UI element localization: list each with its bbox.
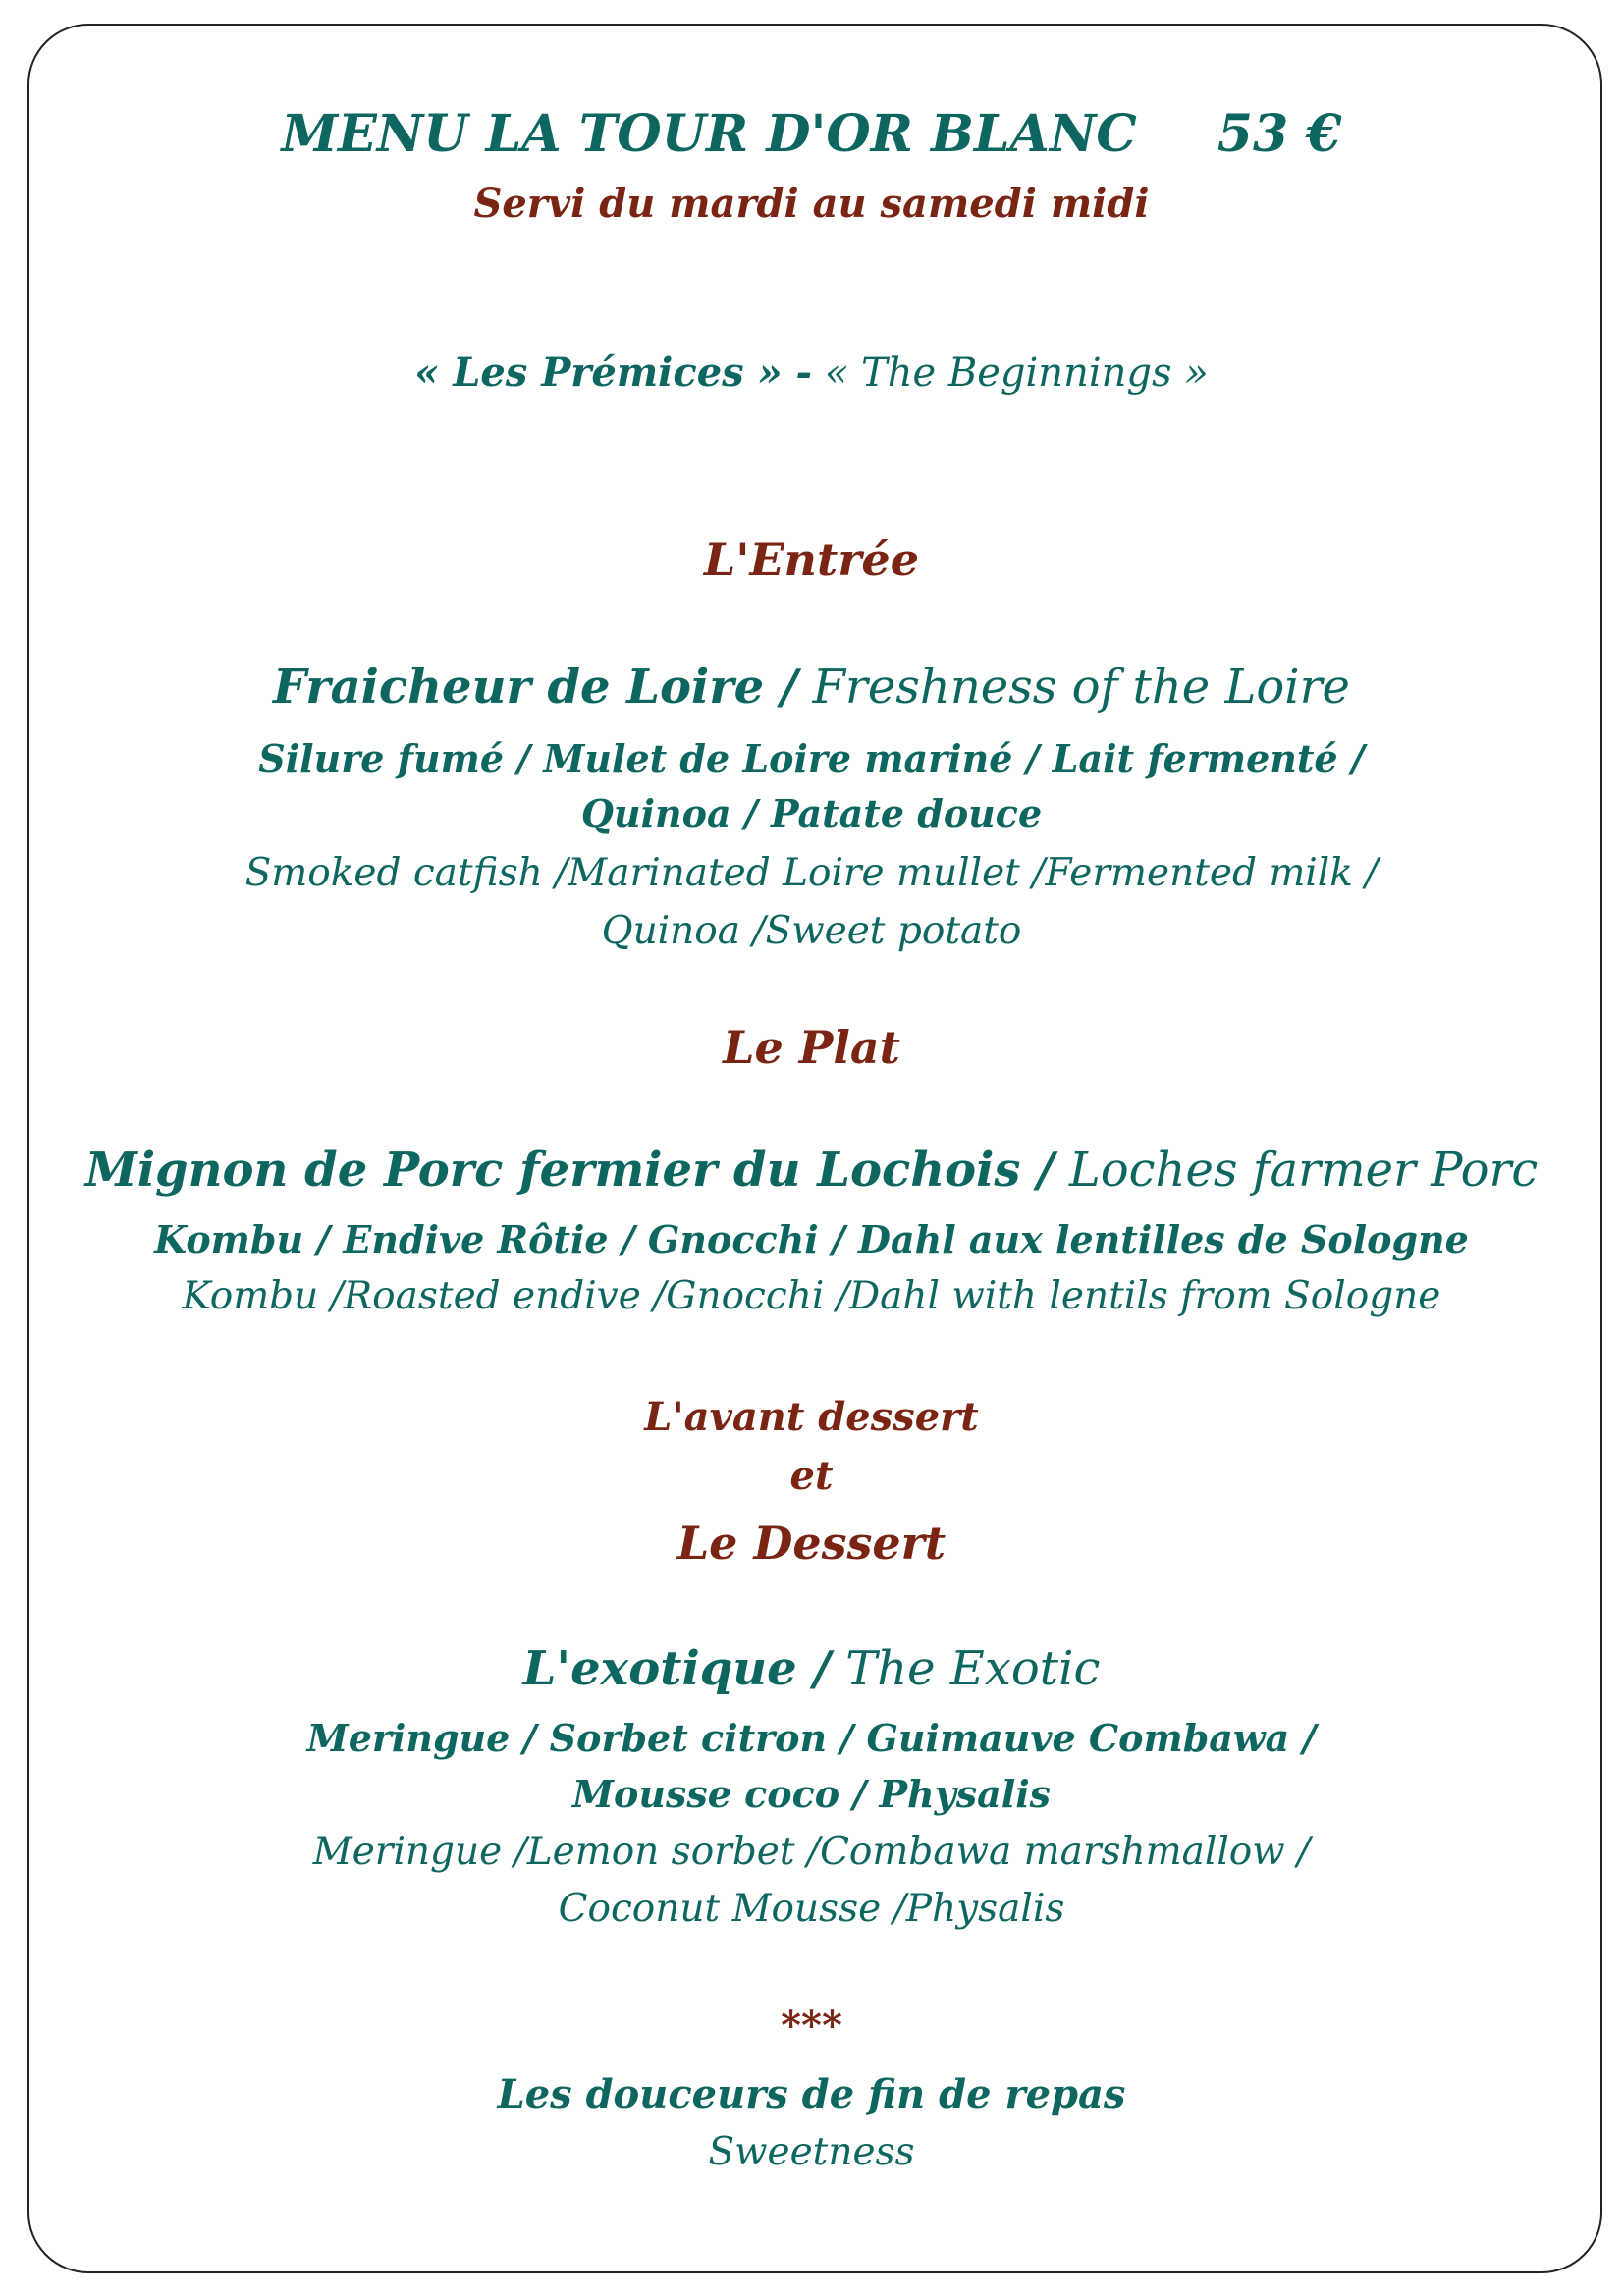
entree-en-line-2: Quinoa /Sweet potato bbox=[601, 909, 1022, 953]
plat-dish-name bbox=[0, 1143, 1623, 1198]
dessert-fr-line-2: Mousse coco / Physalis bbox=[571, 1772, 1052, 1816]
premices-en: « The Beginnings » bbox=[824, 350, 1209, 396]
dessert-en-line-1: Meringue /Lemon sorbet /Combawa marshmallow / bbox=[312, 1830, 1311, 1874]
entree-dish-name bbox=[0, 660, 1623, 715]
avant-dessert-heading: L'avant dessert bbox=[644, 1394, 979, 1440]
dessert-fr-line-1: Meringue / Sorbet citron / Guimauve Combawa / bbox=[306, 1716, 1317, 1760]
entree-name-fr: Fraicheur de Loire / bbox=[273, 660, 798, 715]
premices-fr: « Les Prémices » - bbox=[414, 349, 813, 396]
entree-en-line-1: Smoked catfish /Marinated Loire mullet /Fermented milk / bbox=[244, 851, 1379, 895]
dessert-dish-name bbox=[0, 1641, 1623, 1696]
separator-stars: *** bbox=[781, 2002, 842, 2049]
menu-title-text: MENU LA TOUR D'OR BLANC bbox=[281, 104, 1137, 164]
plat-fr-line-1: Kombu / Endive Rôtie / Gnocchi / Dahl aux lentilles de Sologne bbox=[154, 1217, 1469, 1261]
premices-line bbox=[0, 349, 1623, 396]
dessert-name-fr: L'exotique / bbox=[522, 1641, 831, 1696]
menu-title bbox=[0, 104, 1623, 164]
plat-heading: Le Plat bbox=[723, 1021, 900, 1074]
dessert-en-line-2: Coconut Mousse /Physalis bbox=[558, 1887, 1065, 1931]
entree-fr-line-1: Silure fumé / Mulet de Loire mariné / Lait fermenté / bbox=[258, 736, 1365, 780]
dessert-heading: Le Dessert bbox=[676, 1517, 947, 1570]
entree-fr-line-2: Quinoa / Patate douce bbox=[580, 791, 1043, 835]
douceurs-line: Les douceurs de fin de repas bbox=[497, 2071, 1126, 2117]
plat-name-fr: Mignon de Porc fermier du Lochois / bbox=[84, 1143, 1055, 1198]
plat-en-line-1: Kombu /Roasted endive /Gnocchi /Dahl with lentils from Sologne bbox=[182, 1274, 1441, 1318]
entree-name-en: Freshness of the Loire bbox=[812, 660, 1350, 715]
dessert-et: et bbox=[789, 1453, 834, 1499]
plat-name-en: Loches farmer Porc bbox=[1068, 1143, 1539, 1198]
entree-heading: L'Entrée bbox=[704, 533, 919, 586]
menu-subtitle: Servi du mardi au samedi midi bbox=[473, 181, 1150, 227]
sweetness-line: Sweetness bbox=[708, 2130, 915, 2174]
menu-price: 53 € bbox=[1217, 104, 1342, 164]
dessert-name-en: The Exotic bbox=[845, 1641, 1101, 1696]
